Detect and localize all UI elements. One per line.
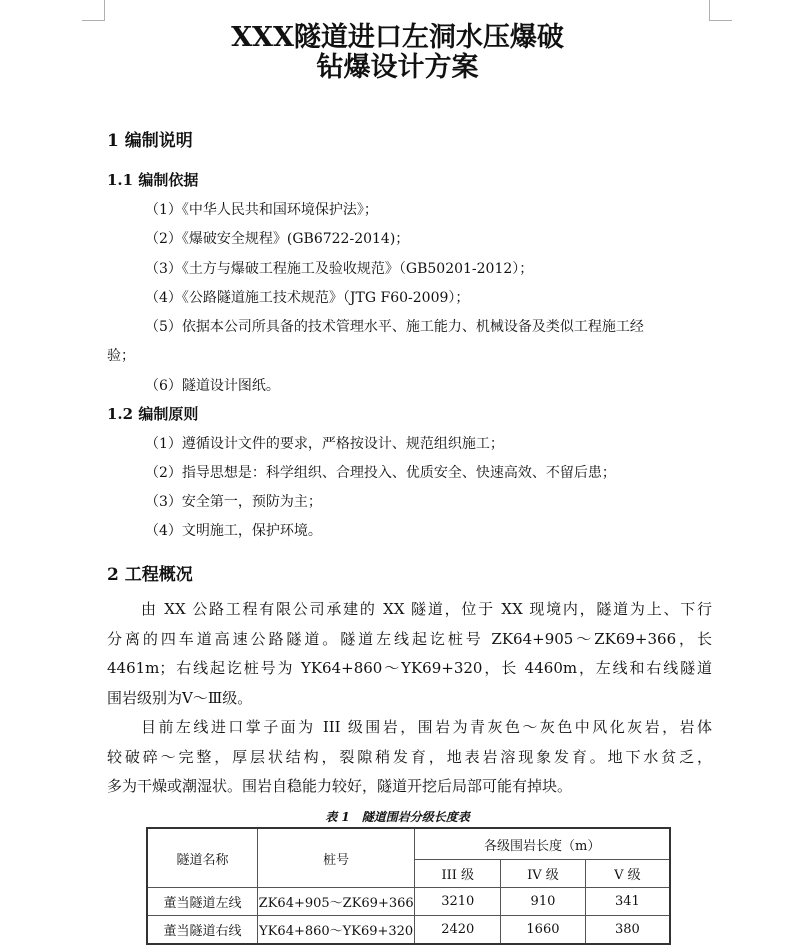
paragraph-line: 分离的四车道高速公路隧道。隧道左线起讫桩号 ZK64+905～ZK69+366，长 [107, 629, 712, 648]
principle-item-1: （1）遵循设计文件的要求，严格按设计、规范组织施工； [145, 436, 504, 452]
basis-item-6: （6）隧道设计图纸。 [145, 378, 280, 394]
cell-tunnel-name: 董当隧道左线 [147, 888, 257, 916]
paragraph-line: 由 XX 公路工程有限公司承建的 XX 隧道，位于 XX 现境内，隧道为上、下行 [141, 600, 712, 618]
table-caption: 表 1 隧道围岩分级长度表 [325, 810, 470, 824]
cell-grade-iv: 910 [501, 888, 586, 916]
rock-grade-table [146, 827, 671, 945]
basis-item-4: （4）《公路隧道施工技术规范》（JTG F60-2009）； [145, 290, 470, 306]
section1-1-heading: 1.1 编制依据 [107, 171, 199, 189]
cell-tunnel-name: 董当隧道右线 [147, 916, 257, 945]
paragraph-line: 围岩级别为Ⅴ～Ⅲ级。 [107, 688, 253, 707]
page-corner-mark-right [709, 0, 732, 21]
section2-heading: 2 工程概况 [107, 565, 193, 585]
cell-grade-v: 380 [585, 916, 670, 945]
cell-station: YK64+860～YK69+320 [257, 916, 414, 945]
document-title-line2: 钻爆设计方案 [316, 52, 479, 83]
paragraph-line: 多为干燥或潮湿状。围岩自稳能力较好，隧道开挖后局部可能有掉块。 [107, 777, 573, 795]
cell-grade-iv: 1660 [501, 916, 586, 945]
header-grade-v: V 级 [585, 860, 670, 888]
cell-station: ZK64+905～ZK69+366 [257, 888, 414, 916]
cell-grade-v: 341 [585, 888, 670, 916]
header-grade-iii: III 级 [415, 860, 501, 888]
principle-item-3: （3）安全第一，预防为主； [145, 494, 322, 510]
header-station: 桩号 [257, 828, 414, 888]
paragraph-line: 目前左线进口掌子面为 III 级围岩，围岩为青灰色～灰色中风化灰岩，岩体 [141, 718, 712, 736]
section1-heading: 1 编制说明 [107, 131, 193, 151]
cell-grade-iii: 3210 [415, 888, 501, 916]
basis-item-2: （2）《爆破安全规程》(GB6722-2014)； [145, 231, 410, 247]
section1-2-heading: 1.2 编制原则 [107, 405, 199, 423]
table-row [147, 916, 670, 945]
principle-item-4: （4）文明施工，保护环境。 [145, 523, 322, 539]
basis-item-3: （3）《土方与爆破工程施工及验收规范》（GB50201-2012）； [145, 261, 534, 277]
page-corner-mark-left [82, 0, 105, 21]
header-grade-iv: IV 级 [501, 860, 586, 888]
cell-grade-iii: 2420 [415, 916, 501, 945]
header-tunnel-name: 隧道名称 [147, 828, 257, 888]
overview-paragraph-2 [107, 713, 712, 802]
basis-item-1: （1）《中华人民共和国环境保护法》； [145, 202, 378, 218]
overview-paragraph-1 [107, 595, 712, 713]
basis-item-5-continuation: 验； [107, 348, 135, 364]
basis-item-5: （5）依据本公司所具备的技术管理水平、施工能力、机械设备及类似工程施工经 [145, 319, 644, 335]
header-grade-length-group: 各级围岩长度（m） [415, 828, 670, 860]
paragraph-line: 4461m；右线起讫桩号为 YK64+860～YK69+320，长 4460m，左线和右线隧道 [107, 659, 712, 677]
principle-item-2: （2）指导思想是：科学组织、合理投入、优质安全、快速高效、不留后患； [145, 465, 616, 481]
paragraph-line: 较破碎～完整，厚层状结构，裂隙稍发育，地表岩溶现象发育。地下水贫乏， [107, 747, 712, 766]
document-title-line1: XXX隧道进口左洞水压爆破 [231, 22, 564, 53]
table-row [147, 888, 670, 916]
